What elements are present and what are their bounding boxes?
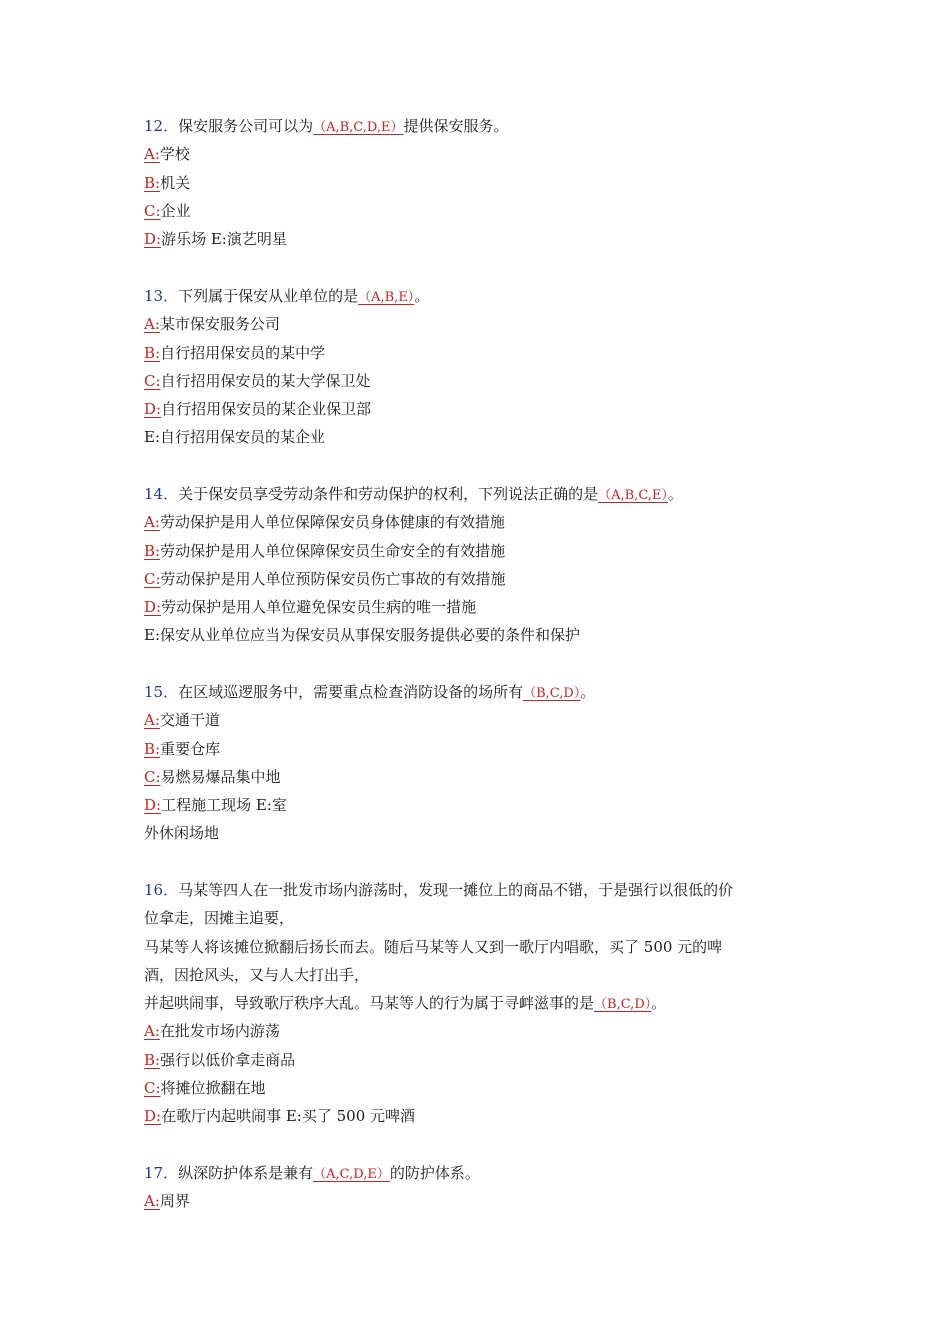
option-letter-link[interactable]: D:	[144, 598, 162, 617]
option-item	[144, 735, 824, 763]
question-stem	[144, 112, 824, 140]
option-text: 自行招用保安员的某企业保卫部	[161, 400, 372, 419]
stem-text: 马某等人将该摊位掀翻后扬长而去。随后马某等人又到一歌厅内唱歌，买了 500 元的啤	[144, 937, 723, 956]
stem-text-end: 。	[414, 287, 430, 305]
stem-text: 并起哄闹事，导致歌厅秩序大乱。马某等人的行为属于寻衅滋事的是	[144, 994, 595, 1013]
option-letter-link[interactable]: C:	[144, 201, 161, 220]
question-16	[144, 876, 824, 1131]
answer-key: （A,B,C,E）	[598, 488, 668, 503]
option-letter-link[interactable]: D:	[144, 796, 162, 815]
option-item	[144, 140, 824, 168]
question-stem-line	[144, 933, 824, 961]
answer-key: （B,C,D）	[594, 997, 652, 1013]
option-text: 劳动保护是用人单位保障保安员身体健康的有效措施	[159, 513, 505, 532]
option-text: 自行招用保安员的某中学	[160, 343, 326, 362]
option-item	[144, 169, 824, 197]
question-number: 14．	[144, 485, 179, 503]
option-item	[144, 339, 824, 367]
option-item	[144, 621, 824, 649]
stem-text: 马某等四人在一批发市场内游荡时，发现一摊位上的商品不错，于是强行以很低的价	[178, 881, 734, 899]
stem-text: 位拿走，因摊主追要，	[144, 909, 295, 928]
answer-key: （B,C,D）	[523, 686, 581, 701]
option-item	[144, 508, 824, 536]
option-item	[144, 565, 824, 593]
question-stem	[144, 678, 824, 706]
question-12	[144, 112, 824, 253]
option-item	[144, 395, 824, 423]
option-text: 劳动保护是用人单位保障保安员生命安全的有效措施	[160, 541, 506, 560]
option-text: 劳动保护是用人单位预防保安员伤亡事故的有效措施	[160, 569, 506, 588]
option-item	[144, 367, 824, 395]
option-text: 重要仓库	[160, 739, 221, 758]
question-stem-line	[144, 904, 824, 932]
stem-text: 下列属于保安从业单位的是	[178, 287, 359, 305]
option-letter-link[interactable]: D:	[144, 400, 162, 419]
option-item	[144, 197, 824, 225]
option-letter-link[interactable]: A:	[144, 145, 160, 164]
option-letter-link[interactable]: C:	[144, 569, 161, 588]
stem-text-end: 。	[651, 994, 667, 1013]
option-text: 企业	[160, 201, 191, 220]
option-text: 游乐场 E:演艺明星	[161, 230, 287, 249]
stem-text-end: 。	[667, 485, 683, 503]
question-15	[144, 678, 824, 848]
option-item	[144, 1017, 824, 1045]
option-text: 在批发市场内游荡	[159, 1022, 280, 1041]
option-text: 易燃易爆品集中地	[160, 767, 281, 786]
option-letter-link[interactable]: C:	[144, 1079, 161, 1098]
option-item	[144, 791, 824, 819]
option-letter-link[interactable]: C:	[144, 371, 161, 390]
answer-key: （A,B,C,D,E）	[313, 120, 404, 135]
question-stem	[144, 876, 824, 904]
question-stem	[144, 282, 824, 310]
option-letter-link[interactable]: A:	[144, 513, 160, 532]
option-item	[144, 1187, 824, 1215]
option-letter-link[interactable]: B:	[144, 1050, 161, 1069]
option-item	[144, 310, 824, 338]
option-text: 机关	[160, 173, 191, 192]
option-text: 周界	[159, 1192, 190, 1211]
question-stem-line	[144, 961, 824, 989]
option-text: 自行招用保安员的某大学保卫处	[160, 371, 371, 390]
option-text: 自行招用保安员的某企业	[160, 428, 326, 447]
option-letter-link[interactable]: A:	[144, 315, 160, 334]
option-item	[144, 423, 824, 451]
answer-key: （A,B,E）	[358, 290, 415, 305]
question-17	[144, 1159, 824, 1216]
option-text: 学校	[159, 145, 190, 164]
stem-text: 酒，因抢风头，又与人大打出手，	[144, 965, 370, 984]
question-14	[144, 480, 824, 650]
option-item	[144, 537, 824, 565]
stem-text: 保安服务公司可以为	[178, 117, 314, 135]
option-letter-link[interactable]: C:	[144, 767, 161, 786]
stem-text-end: 提供保安服务。	[403, 117, 509, 135]
stem-text-end: 的防护体系。	[389, 1164, 480, 1182]
option-item	[144, 763, 824, 791]
option-text: 劳动保护是用人单位避免保安员生病的唯一措施	[161, 598, 477, 617]
option-text: 保安从业单位应当为保安员从事保安服务提供必要的条件和保护	[160, 626, 581, 645]
option-letter-link[interactable]: A:	[144, 1022, 160, 1041]
stem-text: 纵深防护体系是兼有	[178, 1164, 314, 1182]
stem-text: 关于保安员享受劳动条件和劳动保护的权利，下列说法正确的是	[178, 485, 599, 503]
option-item	[144, 706, 824, 734]
question-13	[144, 282, 824, 452]
option-letter-link[interactable]: D:	[144, 1107, 162, 1126]
option-text: 在歌厅内起哄闹事 E:买了 500 元啤酒	[161, 1107, 416, 1126]
stem-text: 在区域巡逻服务中，需要重点检查消防设备的场所有	[178, 683, 524, 701]
option-letter-link[interactable]: D:	[144, 230, 162, 249]
question-stem	[144, 1159, 824, 1187]
option-letter-link[interactable]: B:	[144, 343, 161, 362]
option-text: 将摊位掀翻在地	[160, 1079, 266, 1098]
question-number: 12．	[144, 117, 179, 135]
option-letter-link[interactable]: B:	[144, 173, 161, 192]
option-letter-link[interactable]: B:	[144, 739, 161, 758]
option-item-continued	[144, 819, 824, 847]
answer-key: （A,C,D,E）	[313, 1167, 390, 1182]
question-stem-line	[144, 989, 824, 1017]
stem-text-end: 。	[580, 683, 596, 701]
question-stem	[144, 480, 824, 508]
option-text: 强行以低价拿走商品	[160, 1050, 296, 1069]
option-letter-link[interactable]: A:	[144, 711, 160, 730]
option-letter: E:	[144, 626, 161, 645]
option-item	[144, 1102, 824, 1130]
question-number: 15．	[144, 683, 179, 701]
option-item	[144, 1074, 824, 1102]
option-letter: E:	[144, 428, 161, 447]
question-number: 13．	[144, 287, 179, 305]
question-number: 17．	[144, 1164, 179, 1182]
option-text: 外休闲场地	[144, 824, 220, 843]
option-item	[144, 225, 824, 253]
option-text: 工程施工现场 E:室	[161, 796, 287, 815]
option-item	[144, 593, 824, 621]
option-letter-link[interactable]: A:	[144, 1192, 160, 1211]
option-text: 某市保安服务公司	[159, 315, 280, 334]
question-number: 16．	[144, 881, 179, 899]
option-item	[144, 1046, 824, 1074]
option-text: 交通干道	[159, 711, 220, 730]
option-letter-link[interactable]: B:	[144, 541, 161, 560]
